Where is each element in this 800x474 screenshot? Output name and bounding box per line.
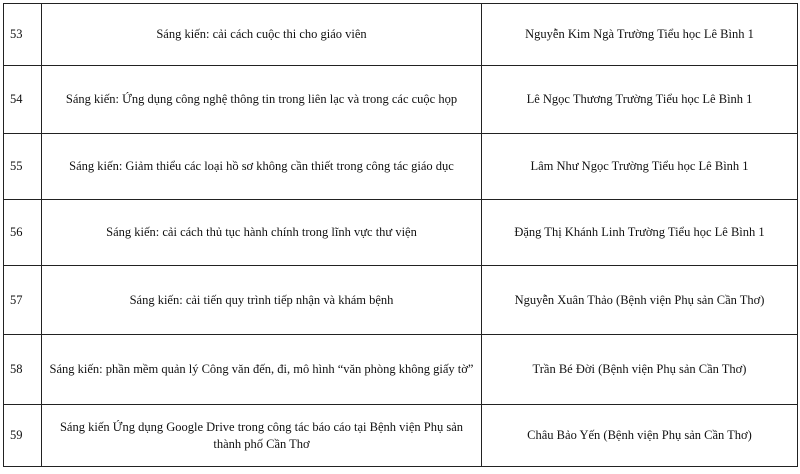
table-row bbox=[4, 266, 798, 335]
table-row bbox=[4, 66, 798, 134]
row-number: 59 bbox=[4, 405, 42, 467]
row-number: 53 bbox=[4, 4, 42, 66]
author-cell: Lê Ngọc Thương Trường Tiểu học Lê Bình 1 bbox=[482, 66, 798, 134]
author-cell: Lâm Như Ngọc Trường Tiểu học Lê Bình 1 bbox=[482, 134, 798, 200]
table-row bbox=[4, 200, 798, 266]
author-cell: Nguyễn Kim Ngà Trường Tiểu học Lê Bình 1 bbox=[482, 4, 798, 66]
row-number: 57 bbox=[4, 266, 42, 335]
initiatives-table bbox=[3, 3, 798, 467]
author-cell: Trần Bé Đời (Bệnh viện Phụ sản Cần Thơ) bbox=[482, 335, 798, 405]
initiative-description: Sáng kiến: Giảm thiểu các loại hồ sơ không cần thiết trong công tác giáo dục bbox=[42, 134, 482, 200]
author-cell: Châu Bảo Yến (Bệnh viện Phụ sản Cần Thơ) bbox=[482, 405, 798, 467]
initiative-description: Sáng kiến: cải tiến quy trình tiếp nhận và khám bệnh bbox=[42, 266, 482, 335]
table-row bbox=[4, 4, 798, 66]
row-number: 55 bbox=[4, 134, 42, 200]
initiative-description: Sáng kiến: phần mềm quản lý Công văn đến, đi, mô hình “văn phòng không giấy tờ” bbox=[42, 335, 482, 405]
table-row bbox=[4, 405, 798, 467]
table-row bbox=[4, 335, 798, 405]
row-number: 58 bbox=[4, 335, 42, 405]
initiative-description: Sáng kiến: cải cách cuộc thi cho giáo viên bbox=[42, 4, 482, 66]
table-row bbox=[4, 134, 798, 200]
initiative-description: Sáng kiến Ứng dụng Google Drive trong công tác báo cáo tại Bệnh viện Phụ sản thành phố Cần Thơ bbox=[42, 405, 482, 467]
author-cell: Nguyễn Xuân Thảo (Bệnh viện Phụ sản Cần Thơ) bbox=[482, 266, 798, 335]
initiative-description: Sáng kiến: cải cách thủ tục hành chính trong lĩnh vực thư viện bbox=[42, 200, 482, 266]
row-number: 56 bbox=[4, 200, 42, 266]
row-number: 54 bbox=[4, 66, 42, 134]
author-cell: Đặng Thị Khánh Linh Trường Tiểu học Lê Bình 1 bbox=[482, 200, 798, 266]
initiative-description: Sáng kiến: Ứng dụng công nghệ thông tin trong liên lạc và trong các cuộc họp bbox=[42, 66, 482, 134]
